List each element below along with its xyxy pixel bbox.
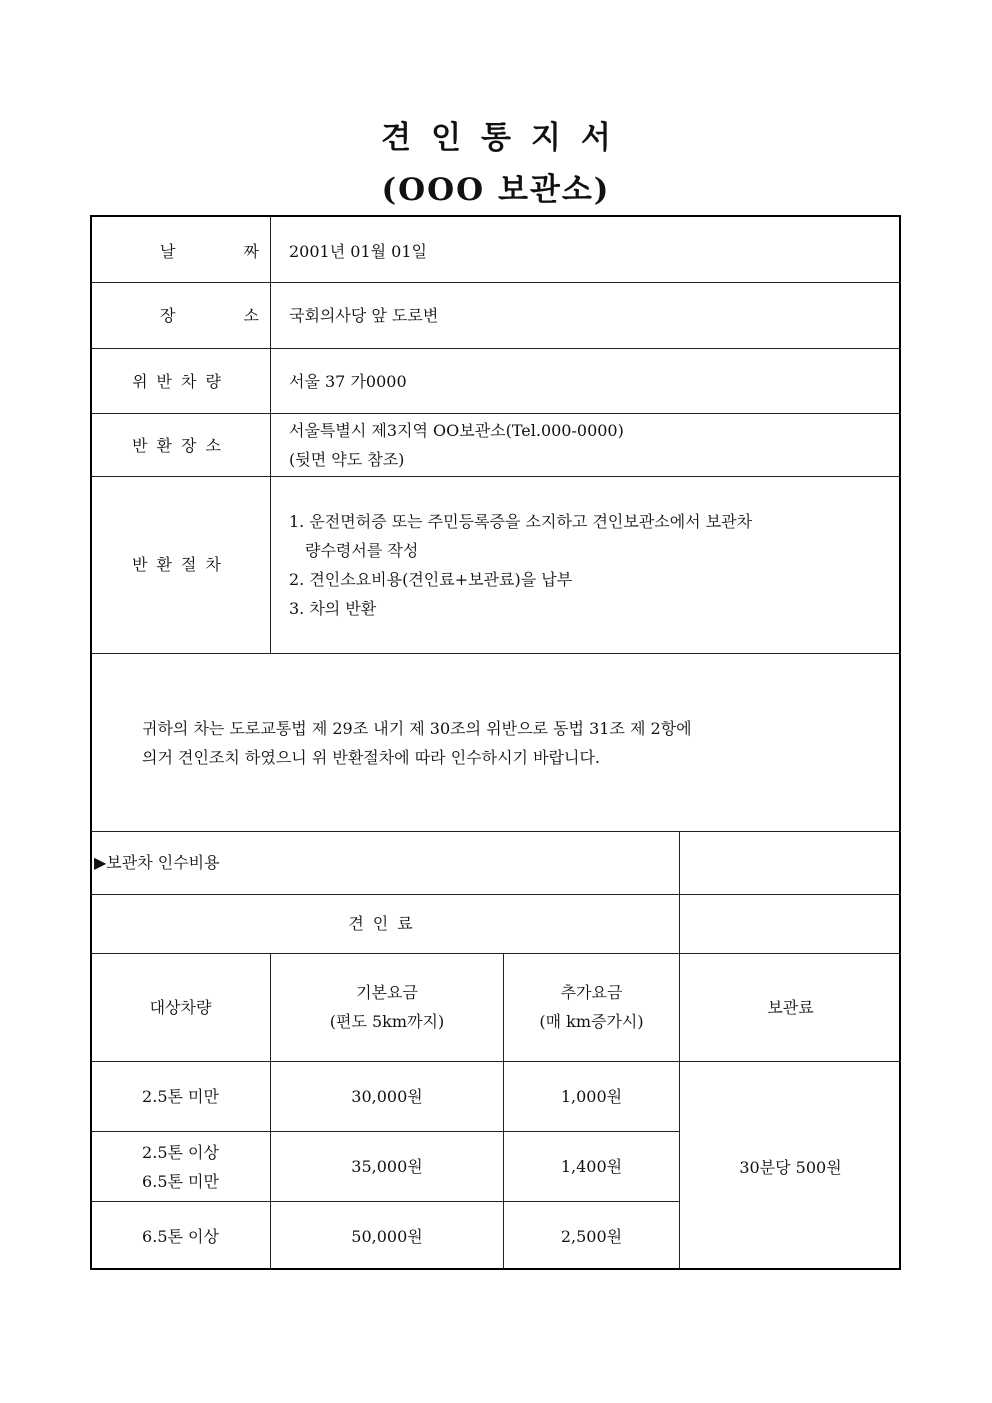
table-row-extra: 1,400원: [560, 1157, 623, 1176]
col-divider: [679, 832, 680, 1269]
col-divider: [270, 216, 271, 653]
place-value: 국회의사당 앞 도로변: [289, 306, 439, 325]
table-row-vehicle: 6.5톤 미만: [142, 1172, 219, 1191]
row-divider: [91, 1201, 679, 1202]
col-header-extra: 추가요금: [560, 983, 623, 1002]
table-row-vehicle: 2.5톤 이상: [142, 1143, 219, 1162]
col-header-vehicle: 대상차량: [149, 998, 212, 1017]
date-label: 날짜: [160, 242, 327, 261]
table-row-base: 30,000원: [351, 1087, 423, 1106]
row-divider: [91, 476, 901, 477]
row-divider: [91, 413, 901, 414]
vehicle-value: 서울 37 가0000: [289, 372, 407, 391]
row-divider: [91, 831, 901, 832]
col-header-storage: 보관료: [767, 998, 814, 1017]
col-header-extra-note: (매 km증가시): [539, 1012, 644, 1031]
place-label: 장소: [160, 306, 327, 325]
procedure-label: 반환절차: [132, 555, 230, 574]
row-divider: [91, 653, 901, 654]
document-subtitle: (OOO 보관소): [381, 172, 611, 208]
date-value: 2001년 01월 01일: [289, 242, 427, 261]
col-header-base: 기본요금: [356, 983, 418, 1002]
return-place-label: 반환장소: [132, 436, 230, 455]
notice-line: 의거 견인조치 하였으니 위 반환절차에 따라 인수하시기 바랍니다.: [142, 748, 601, 767]
table-row-base: 50,000원: [351, 1227, 423, 1246]
table-row-extra: 1,000원: [560, 1087, 623, 1106]
row-divider: [91, 348, 901, 349]
storage-fee-value: 30분당 500원: [739, 1158, 842, 1177]
return-place-line: 서울특별시 제3지역 OO보관소(Tel.000-0000): [289, 421, 624, 440]
towing-fee-header: 견인료: [348, 914, 422, 933]
procedure-line: 량수령서를 작성: [305, 541, 419, 560]
row-divider: [91, 894, 901, 895]
fees-section-title: ▶보관차 인수비용: [94, 853, 220, 872]
table-row-vehicle: 6.5톤 이상: [142, 1227, 219, 1246]
vehicle-label: 위반차량: [132, 372, 230, 391]
row-divider: [91, 1131, 679, 1132]
procedure-line: 2. 견인소요비용(견인료+보관료)을 납부: [289, 570, 573, 589]
col-header-base-note: (편도 5km까지): [329, 1012, 445, 1031]
return-place-line: (뒷면 약도 참조): [289, 450, 405, 469]
notice-line: 귀하의 차는 도로교통법 제 29조 내기 제 30조의 위반으로 동법 31조 제 2항에: [142, 719, 692, 738]
procedure-line: 3. 차의 반환: [289, 599, 377, 618]
procedure-line: 1. 운전면허증 또는 주민등록증을 소지하고 견인보관소에서 보관차: [289, 512, 753, 531]
table-row-base: 35,000원: [351, 1157, 423, 1176]
document-title: 견인통지서: [381, 120, 631, 156]
table-row-vehicle: 2.5톤 미만: [142, 1087, 219, 1106]
row-divider: [91, 282, 901, 283]
row-divider: [91, 953, 901, 954]
row-divider: [91, 1061, 901, 1062]
table-row-extra: 2,500원: [560, 1227, 623, 1246]
